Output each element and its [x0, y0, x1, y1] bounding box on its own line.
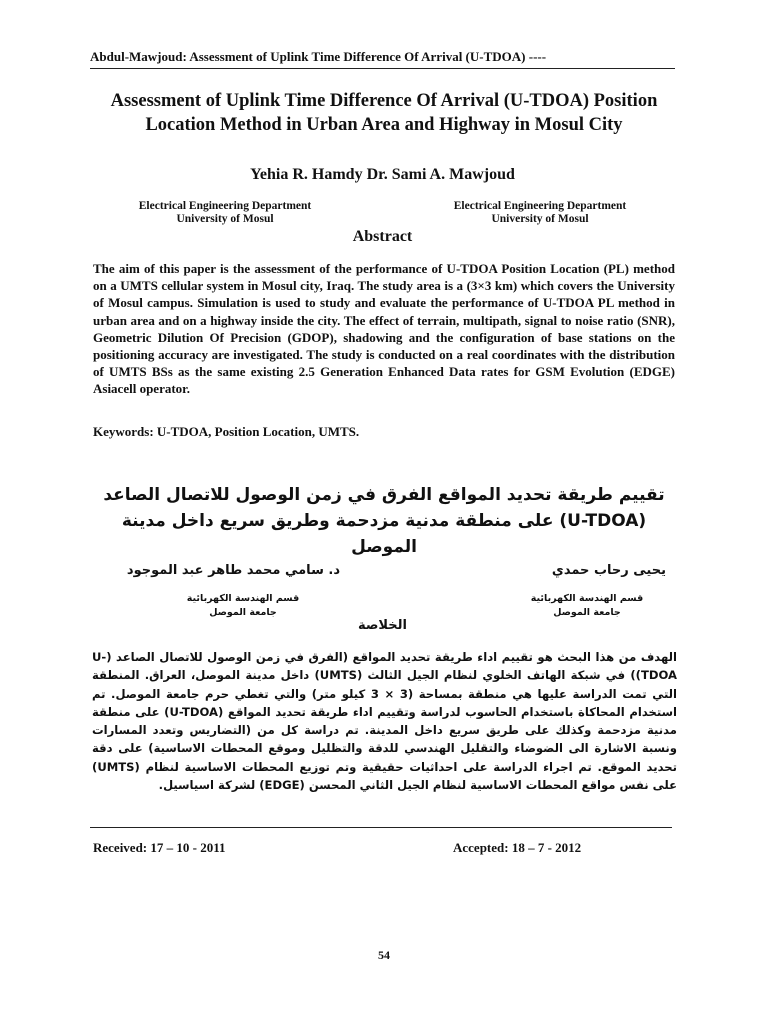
arabic-affiliation-2-department: قسم الهندسة الكهربائية: [186, 593, 300, 604]
running-header: Abdul-Mawjoud: Assessment of Uplink Time Difference Of Arrival (U-TDOA) ----: [90, 49, 547, 64]
arabic-abstract-body: الهدف من هذا البحث هو تقييم اداء طريقة تحديد المواقع (الفرق في زمن الوصول للاتصال الصاعد (U-TDOA)) في شبكة الهاتف الخلوي لنظام الجيل الثالث (UMTS) داخل مدينة الموصل، العراق. المنطقة التي تمت الدراسة عليها هي منطقة بمساحة (3 × 3 كيلو متر) والتي تغطي حرم جامعة الموصل. تم استخدام المحاكاة باستخدام الحاسوب لدراسة وتقييم اداء طريقة تحديد المواقع (U-TDOA) على منطقة مدنية مزدحمة وكذلك على طريق سريع داخل المدينة. تم دراسة كل من (التضاريس وتعدد المسارات ونسبة الاشارة الى الضوضاء والتقليل الهندسي للدقة والتظليل وموقع المحطات الاساسية) على دقة تحديد الموقع. تم اجراء الدراسة على احداثيات حقيقية وتم توزيع المحطات الاساسية لنظام (UMTS) على نفس مواقع المحطات الاساسية لنظام الجيل الثاني المحسن (EDGE) لشركة اسياسيل.: [92, 650, 678, 793]
affiliation-1: [105, 200, 345, 226]
affiliation-1-university: University of Mosul: [176, 213, 274, 225]
arabic-title: تقييم طريقة تحديد المواقع الفرق في زمن الوصول للاتصال الصاعد (U-TDOA) على منطقة مدنية مزدحمة وطريق سريع داخل مدينة الموصل: [103, 485, 665, 557]
accepted-date: Accepted: 18 – 7 - 2012: [453, 840, 582, 855]
received-date: Received: 17 – 10 - 2011: [93, 840, 226, 855]
paper-title: Assessment of Uplink Time Difference Of Arrival (U-TDOA) Position Location Method in Urban Area and Highway in Mosul City: [110, 91, 658, 135]
arabic-abstract-heading: الخلاصة: [357, 618, 408, 633]
header-divider: [90, 68, 675, 69]
abstract-body: The aim of this paper is the assessment of the performance of U-TDOA Position Location (PL) method on a UMTS cellular system in Mosul city, Iraq. The study area is a (3×3 km) which covers the University of Mosul campus. Simulation is used to study and evaluate the performance of U-TDOA PL method in urban area and on a highway inside the city. The effect of terrain, multipath, signal to noise ratio (SNR), Geometric Dilution Of Precision (GDOP), shadowing and the configuration of base stations on the positioning accuracy are investigated. The study is conducted on a real coordinates with the distribution of UMTS BSs as the same existing 2.5 Generation Enhanced Data rates for GSM Evolution (EDGE) Asiacell operator.: [93, 261, 675, 397]
arabic-affiliation-1-university: جامعة الموصل: [553, 607, 621, 618]
arabic-author-2: د. سامي محمد طاهر عبد الموجود: [126, 563, 340, 578]
keywords: Keywords: U-TDOA, Position Location, UMTS.: [93, 424, 360, 439]
arabic-affiliation-2: [168, 592, 318, 620]
affiliation-2: [420, 200, 660, 226]
arabic-affiliation-1: [512, 592, 662, 620]
arabic-affiliation-1-department: قسم الهندسة الكهربائية: [530, 593, 644, 604]
affiliation-2-university: University of Mosul: [491, 213, 589, 225]
page-number: 54: [378, 948, 390, 962]
paper-authors: Yehia R. Hamdy Dr. Sami A. Mawjoud: [250, 166, 515, 183]
affiliation-1-department: Electrical Engineering Department: [138, 200, 312, 212]
footer-divider: [90, 827, 672, 828]
abstract-heading: Abstract: [352, 228, 413, 245]
arabic-affiliation-2-university: جامعة الموصل: [209, 607, 277, 618]
arabic-author-1: يحيى رحاب حمدي: [551, 563, 666, 578]
affiliation-2-department: Electrical Engineering Department: [453, 200, 627, 212]
